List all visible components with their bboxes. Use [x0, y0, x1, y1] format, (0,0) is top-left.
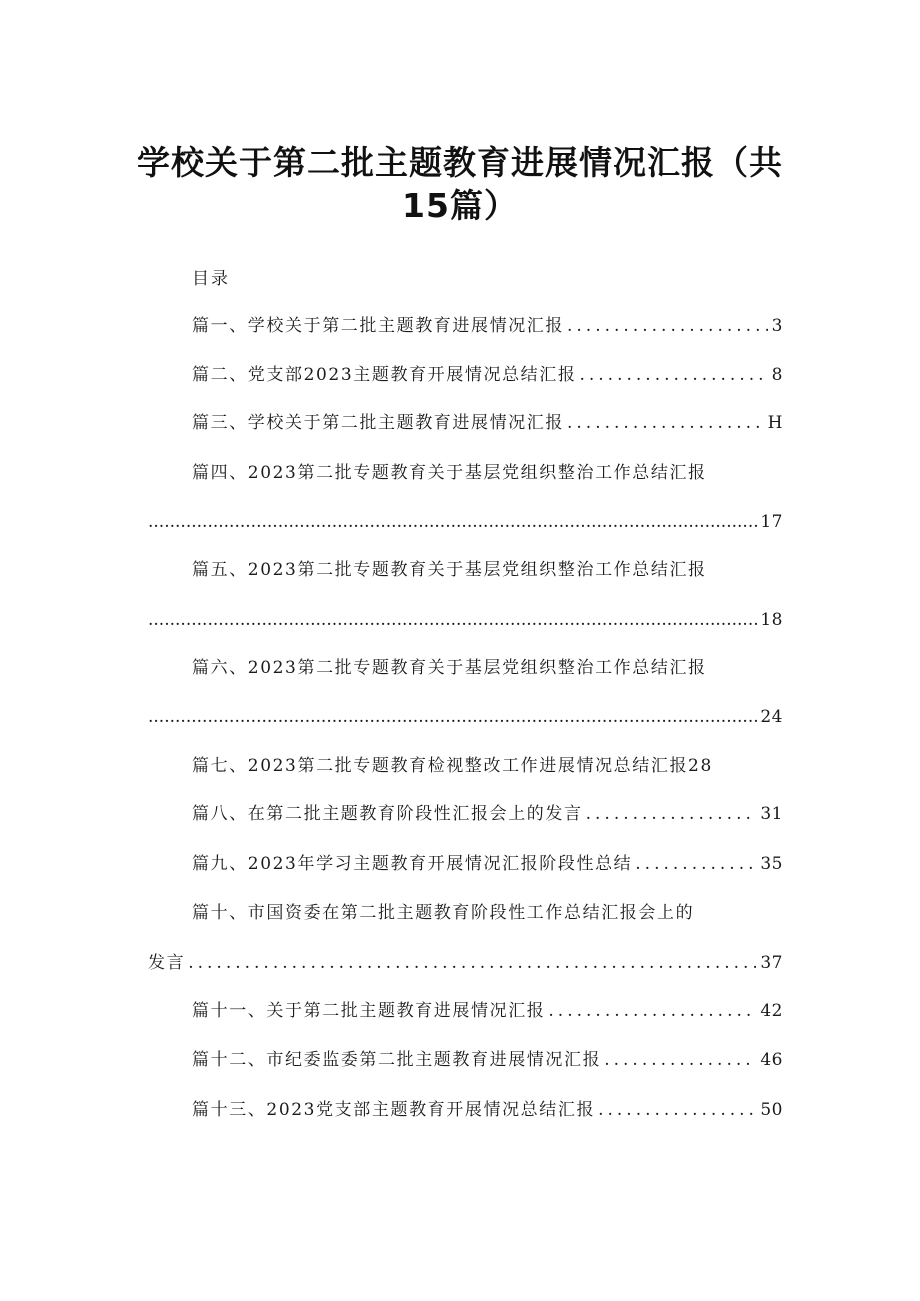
toc-leader-dots: [579, 363, 767, 387]
toc-entry-label: 篇八、在第二批主题教育阶段性汇报会上的发言: [192, 804, 583, 824]
toc-leader-dots: [635, 852, 756, 876]
toc-entry-7[interactable]: 篇七、2023第二批专题教育检视整改工作进展情况总结汇报28: [192, 756, 713, 776]
toc-leader-dots: [567, 314, 768, 338]
toc-entry-page: 18: [760, 610, 783, 630]
toc-entry-page: 50: [760, 1100, 783, 1120]
toc-entry-3[interactable]: [192, 411, 783, 435]
toc-leader-dots: [586, 802, 757, 826]
toc-entry-page: 37: [760, 953, 783, 973]
toc-entry-page: 35: [760, 854, 783, 874]
toc-entry-label: 篇十二、市纪委监委第二批主题教育进展情况汇报: [192, 1050, 602, 1070]
toc-entry-1[interactable]: [192, 314, 783, 338]
toc-leader-dots: [567, 411, 764, 435]
toc-entry-page: 17: [760, 512, 783, 532]
toc-entry-5-leader[interactable]: [148, 608, 783, 632]
document-title-line-2: 15篇）: [402, 186, 518, 225]
toc-entry-11[interactable]: [192, 999, 783, 1023]
toc-leader-dots: [598, 1098, 756, 1122]
toc-entry-13[interactable]: [192, 1098, 783, 1122]
toc-entry-page: 31: [760, 804, 783, 824]
toc-entry-6-label[interactable]: 篇六、2023第二批专题教育关于基层党组织整治工作总结汇报: [192, 658, 707, 678]
toc-entry-2[interactable]: [192, 363, 783, 387]
toc-leader-dots: [148, 705, 758, 729]
toc-entry-page: 3: [771, 316, 783, 336]
toc-entry-12[interactable]: [192, 1048, 783, 1072]
toc-entry-page: H: [767, 413, 783, 433]
toc-entry-10-leader[interactable]: [148, 951, 783, 975]
document-title-line-1: 学校关于第二批主题教育进展情况汇报（共: [137, 143, 783, 182]
toc-entry-5-label[interactable]: 篇五、2023第二批专题教育关于基层党组织整治工作总结汇报: [192, 560, 707, 580]
toc-entry-6-leader[interactable]: [148, 705, 783, 729]
toc-entry-label: 篇十一、关于第二批主题教育进展情况汇报: [192, 1001, 546, 1021]
toc-entry-4-label[interactable]: 篇四、2023第二批专题教育关于基层党组织整治工作总结汇报: [192, 463, 707, 483]
toc-leader-dots: [548, 999, 756, 1023]
toc-entry-page: 24: [760, 707, 783, 727]
toc-entry-4-leader[interactable]: [148, 510, 783, 534]
toc-leader-dots: [148, 608, 758, 632]
toc-entry-label: 篇十三、2023党支部主题教育开展情况总结汇报: [192, 1100, 596, 1120]
toc-leader-dots: [148, 510, 758, 534]
toc-entry-label: 篇三、学校关于第二批主题教育进展情况汇报: [192, 413, 564, 433]
toc-leader-dots: [188, 951, 756, 975]
toc-entry-page: 8: [771, 365, 783, 385]
toc-entry-9[interactable]: [192, 852, 783, 876]
toc-entry-label: 篇九、2023年学习主题教育开展情况汇报阶段性总结: [192, 854, 633, 874]
toc-entry-10-label[interactable]: 篇十、市国资委在第二批主题教育阶段性工作总结汇报会上的: [192, 903, 695, 923]
toc-entry-continuation: 发言: [148, 953, 186, 973]
toc-entry-8[interactable]: [192, 802, 783, 826]
toc-entry-label: 篇二、党支部2023主题教育开展情况总结汇报: [192, 365, 577, 385]
toc-heading: 目录: [192, 269, 230, 289]
toc-leader-dots: [604, 1048, 756, 1072]
toc-entry-page: 42: [760, 1001, 783, 1021]
toc-entry-page: 46: [760, 1050, 783, 1070]
toc-entry-label: 篇一、学校关于第二批主题教育进展情况汇报: [192, 316, 564, 336]
